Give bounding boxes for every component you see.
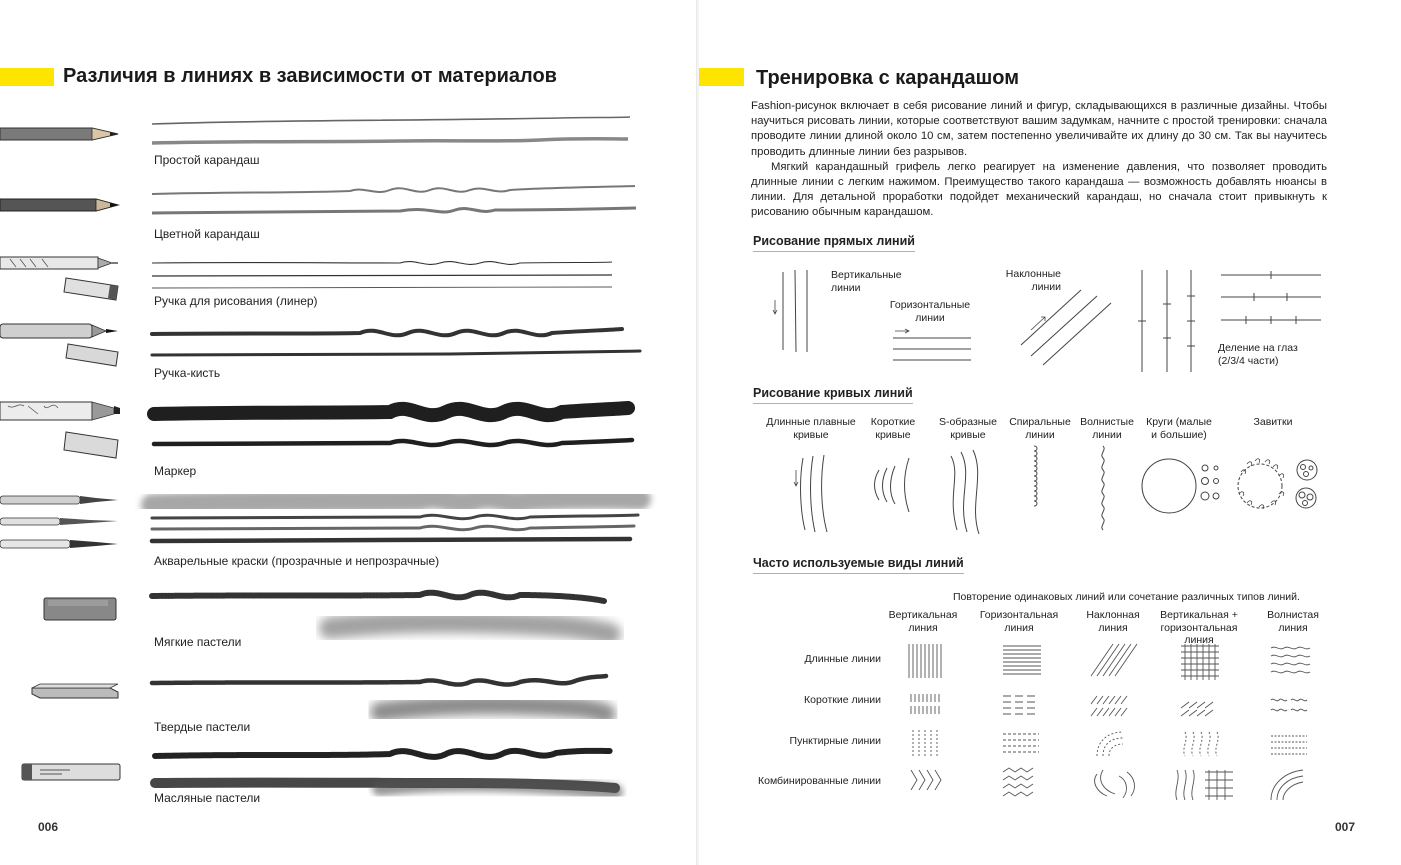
brush-pen-icon: [0, 324, 118, 366]
intro-paragraph-2: Мягкий карандашный грифель легко реагирует на изменение давления, что позволяет проводить длинные линии с легким нажимом. Преимущество такого карандаша — возможность добавлять нюансы в линии. Для детальной проработки подойдет механический карандаш, но сначала стоит привыкнуть к рисованию обычным карандашом.: [751, 160, 1327, 219]
material-label-soft-pastels: Мягкие пастели: [154, 635, 242, 649]
combined-diagonal-swatch: [1095, 770, 1135, 798]
material-label-hard-pastels: Твердые пастели: [154, 720, 251, 734]
intro-paragraph-1: Fashion-рисунок включает в себя рисование линий и фигур, складывающихся в различные дизайны. Чтобы научиться рисовать линии, которые соответствуют вашим задумкам, начните с простой тренировки: сначала проводите линии длиной около 10 см, затем постепенно увеличивайте их длину до 30 см. Так вы научитесь проводить длинные линии без разрывов.: [751, 100, 1327, 158]
brush-pen-strokes: [152, 329, 640, 355]
marker-strokes: [154, 408, 632, 445]
common-lines-intro: Повторение одинаковых линий или сочетание различных типов линий.: [953, 591, 1300, 603]
common-lines-grid: [699, 0, 1401, 865]
page-number-left: 006: [38, 820, 59, 834]
row-label-long-lines: Длинные линии: [804, 653, 881, 665]
long-vertical-swatch: [909, 644, 941, 678]
label-short-curves: Короткие кривые: [870, 416, 916, 441]
marker-icon: [0, 402, 120, 458]
combined-grid-swatch: [1176, 770, 1233, 800]
row-label-dotted-lines: Пунктирные линии: [789, 735, 881, 747]
short-horizontal-swatch: [1003, 696, 1035, 714]
short-wavy-swatch: [1271, 699, 1307, 711]
long-grid-swatch: [1181, 644, 1219, 680]
material-label-marker: Маркер: [154, 464, 197, 478]
row-label-short-lines: Короткие линии: [804, 694, 881, 706]
label-wavy-lines: Волнистые линии: [1080, 416, 1134, 441]
pencil-icon: [0, 128, 118, 140]
combined-wavy-swatch: [1271, 770, 1303, 800]
liner-strokes: [152, 262, 612, 288]
column-header-diagonal: Наклонная линия: [1086, 609, 1140, 634]
dotted-wavy-swatch: [1271, 736, 1307, 754]
long-wavy-swatch: [1271, 647, 1310, 673]
material-label-brush-pen: Ручка-кисть: [154, 366, 221, 380]
short-diagonal-swatch: [1091, 696, 1127, 716]
materials-illustration: [0, 0, 697, 865]
row-label-combined-lines: Комбинированные линии: [757, 775, 881, 787]
column-header-vertical-horizontal: Вертикальная + горизонтальная линия: [1160, 609, 1238, 646]
label-division-by-eye: Деление на глаз (2/3/4 части): [1218, 342, 1298, 367]
label-diagonal-lines: Наклонные линии: [1005, 268, 1061, 293]
label-curls: Завитки: [1253, 416, 1293, 428]
material-label-watercolor: Акварельные краски (прозрачные и непрозрачные): [154, 554, 440, 568]
dotted-vertical-swatch: [913, 730, 937, 758]
section-heading-straight-lines: Рисование прямых линий: [753, 234, 915, 252]
long-horizontal-swatch: [1003, 646, 1041, 674]
soft-pastel-strokes: [152, 593, 610, 634]
pencil-strokes: [152, 117, 630, 143]
column-header-vertical: Вертикальная линия: [888, 609, 958, 634]
watercolor-strokes: [152, 498, 640, 541]
short-grid-swatch: [1181, 702, 1213, 716]
left-page: [0, 0, 697, 865]
label-vertical-lines: Вертикальные линии: [831, 269, 902, 294]
page-number-right: 007: [1335, 820, 1356, 834]
long-diagonal-swatch: [1091, 644, 1137, 676]
hard-pastel-strokes: [152, 676, 606, 714]
column-header-horizontal: Горизонтальная линия: [979, 609, 1059, 634]
oil-pastel-strokes: [155, 751, 615, 792]
dotted-diagonal-swatch: [1097, 732, 1123, 756]
right-page: [699, 0, 1401, 865]
combined-vertical-swatch: [911, 770, 941, 790]
right-page-title: Тренировка с карандашом: [756, 67, 1020, 89]
column-header-wavy: Волнистая линия: [1267, 609, 1319, 634]
hard-pastel-icon: [32, 684, 118, 698]
dotted-grid-swatch: [1184, 732, 1218, 756]
short-vertical-swatch: [911, 694, 939, 714]
dotted-horizontal-swatch: [1003, 734, 1039, 752]
material-label-liner: Ручка для рисования (линер): [154, 294, 318, 308]
label-s-shaped-curves: S-образные кривые: [939, 416, 997, 441]
left-page-title: Различия в линиях в зависимости от материалов: [63, 65, 557, 87]
section-heading-common-lines: Часто используемые виды линий: [753, 556, 964, 574]
colored-pencil-icon: [0, 199, 118, 211]
watercolor-brush-icon: [0, 496, 118, 548]
material-label-colored-pencil: Цветной карандаш: [154, 227, 260, 241]
label-circles: Круги (малые и большие): [1146, 416, 1212, 441]
soft-pastel-icon: [44, 598, 116, 620]
material-label-pencil: Простой карандаш: [154, 153, 260, 167]
colored-pencil-strokes: [152, 186, 636, 213]
oil-pastel-icon: [22, 764, 120, 780]
combined-horizontal-swatch: [1003, 768, 1033, 796]
label-horizontal-lines: Горизонтальные линии: [889, 299, 971, 324]
section-heading-curved-lines: Рисование кривых линий: [753, 386, 913, 404]
label-spiral-lines: Спиральные линии: [1009, 416, 1071, 441]
material-label-oil-pastels: Масляные пастели: [154, 791, 261, 805]
liner-pen-icon: [0, 257, 118, 300]
label-long-smooth-curves: Длинные плавные кривые: [766, 416, 856, 441]
